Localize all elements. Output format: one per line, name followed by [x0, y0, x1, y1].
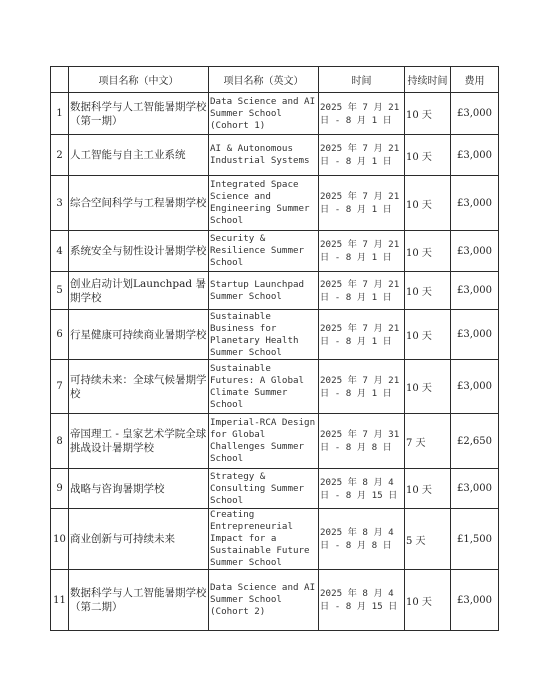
program-name-en: Sustainable Futures: A Global Climate Summer School — [209, 360, 319, 414]
header-duration: 持续时间 — [405, 67, 451, 93]
row-index: 9 — [51, 469, 69, 509]
program-time: 2025 年 7 月 21 日 - 8 月 1 日 — [319, 272, 405, 310]
table-row — [51, 310, 499, 360]
header-name-en: 项目名称（英文） — [209, 67, 319, 93]
row-index: 7 — [51, 360, 69, 414]
program-time: 2025 年 7 月 21 日 - 8 月 1 日 — [319, 135, 405, 176]
program-duration: 10 天 — [405, 570, 451, 631]
program-time: 2025 年 8 月 4 日 - 8 月 8 日 — [319, 509, 405, 570]
table-row — [51, 176, 499, 231]
table-row — [51, 469, 499, 509]
row-index: 6 — [51, 310, 69, 360]
program-fee: £3,000 — [451, 360, 499, 414]
program-time: 2025 年 7 月 31 日 - 8 月 8 日 — [319, 414, 405, 469]
row-index: 3 — [51, 176, 69, 231]
program-name-cn: 系统安全与韧性设计暑期学校 — [69, 231, 209, 272]
program-time: 2025 年 7 月 21 日 - 8 月 1 日 — [319, 310, 405, 360]
program-duration: 10 天 — [405, 231, 451, 272]
program-duration: 10 天 — [405, 135, 451, 176]
program-name-cn: 商业创新与可持续未来 — [69, 509, 209, 570]
row-index: 8 — [51, 414, 69, 469]
program-fee: £3,000 — [451, 272, 499, 310]
header-fee: 费用 — [451, 67, 499, 93]
program-name-en: Sustainable Business for Planetary Health Summer School — [209, 310, 319, 360]
table-header-row — [51, 67, 499, 93]
program-duration: 10 天 — [405, 310, 451, 360]
program-fee: £3,000 — [451, 570, 499, 631]
program-fee: £3,000 — [451, 310, 499, 360]
program-name-cn: 帝国理工 - 皇家艺术学院全球挑战设计暑期学校 — [69, 414, 209, 469]
program-duration: 5 天 — [405, 509, 451, 570]
program-name-cn: 综合空间科学与工程暑期学校 — [69, 176, 209, 231]
table-row — [51, 231, 499, 272]
summer-school-table — [50, 66, 499, 631]
program-name-cn: 行星健康可持续商业暑期学校 — [69, 310, 209, 360]
header-time: 时间 — [319, 67, 405, 93]
program-fee: £3,000 — [451, 231, 499, 272]
program-duration: 10 天 — [405, 93, 451, 135]
table-row — [51, 360, 499, 414]
table-row — [51, 570, 499, 631]
program-fee: £2,650 — [451, 414, 499, 469]
table-body — [51, 93, 499, 631]
program-time: 2025 年 7 月 21 日 - 8 月 1 日 — [319, 93, 405, 135]
program-fee: £3,000 — [451, 176, 499, 231]
program-name-en: Integrated Space Science and Engineering Summer School — [209, 176, 319, 231]
program-duration: 10 天 — [405, 360, 451, 414]
row-index: 11 — [51, 570, 69, 631]
program-name-en: Security & Resilience Summer School — [209, 231, 319, 272]
table-row — [51, 509, 499, 570]
program-fee: £3,000 — [451, 469, 499, 509]
program-time: 2025 年 8 月 4 日 - 8 月 15 日 — [319, 570, 405, 631]
program-name-cn: 战略与咨询暑期学校 — [69, 469, 209, 509]
row-index: 1 — [51, 93, 69, 135]
program-duration: 7 天 — [405, 414, 451, 469]
program-fee: £3,000 — [451, 135, 499, 176]
program-duration: 10 天 — [405, 272, 451, 310]
program-name-en: Startup Launchpad Summer School — [209, 272, 319, 310]
table-row — [51, 93, 499, 135]
header-name-cn: 项目名称（中文） — [69, 67, 209, 93]
program-time: 2025 年 7 月 21 日 - 8 月 1 日 — [319, 176, 405, 231]
table-row — [51, 135, 499, 176]
program-name-en: Creating Entrepreneurial Impact for a Sustainable Future Summer School — [209, 509, 319, 570]
table-row — [51, 272, 499, 310]
program-name-en: AI & Autonomous Industrial Systems — [209, 135, 319, 176]
table-row — [51, 414, 499, 469]
row-index: 5 — [51, 272, 69, 310]
program-name-cn: 创业启动计划Launchpad 暑期学校 — [69, 272, 209, 310]
program-duration: 10 天 — [405, 469, 451, 509]
program-name-cn: 数据科学与人工智能暑期学校（第二期） — [69, 570, 209, 631]
program-name-cn: 数据科学与人工智能暑期学校（第一期） — [69, 93, 209, 135]
program-duration: 10 天 — [405, 176, 451, 231]
program-fee: £3,000 — [451, 93, 499, 135]
row-index: 2 — [51, 135, 69, 176]
row-index: 4 — [51, 231, 69, 272]
program-time: 2025 年 7 月 21 日 - 8 月 1 日 — [319, 360, 405, 414]
program-name-cn: 可持续未来：全球气候暑期学校 — [69, 360, 209, 414]
program-name-en: Data Science and AI Summer School (Cohort 2) — [209, 570, 319, 631]
program-name-cn: 人工智能与自主工业系统 — [69, 135, 209, 176]
program-name-en: Imperial-RCA Design for Global Challenges Summer School — [209, 414, 319, 469]
program-time: 2025 年 8 月 4 日 - 8 月 15 日 — [319, 469, 405, 509]
program-name-en: Strategy & Consulting Summer School — [209, 469, 319, 509]
program-name-en: Data Science and AI Summer School (Cohort 1) — [209, 93, 319, 135]
program-fee: £1,500 — [451, 509, 499, 570]
row-index: 10 — [51, 509, 69, 570]
header-index — [51, 67, 69, 93]
program-time: 2025 年 7 月 21 日 - 8 月 1 日 — [319, 231, 405, 272]
